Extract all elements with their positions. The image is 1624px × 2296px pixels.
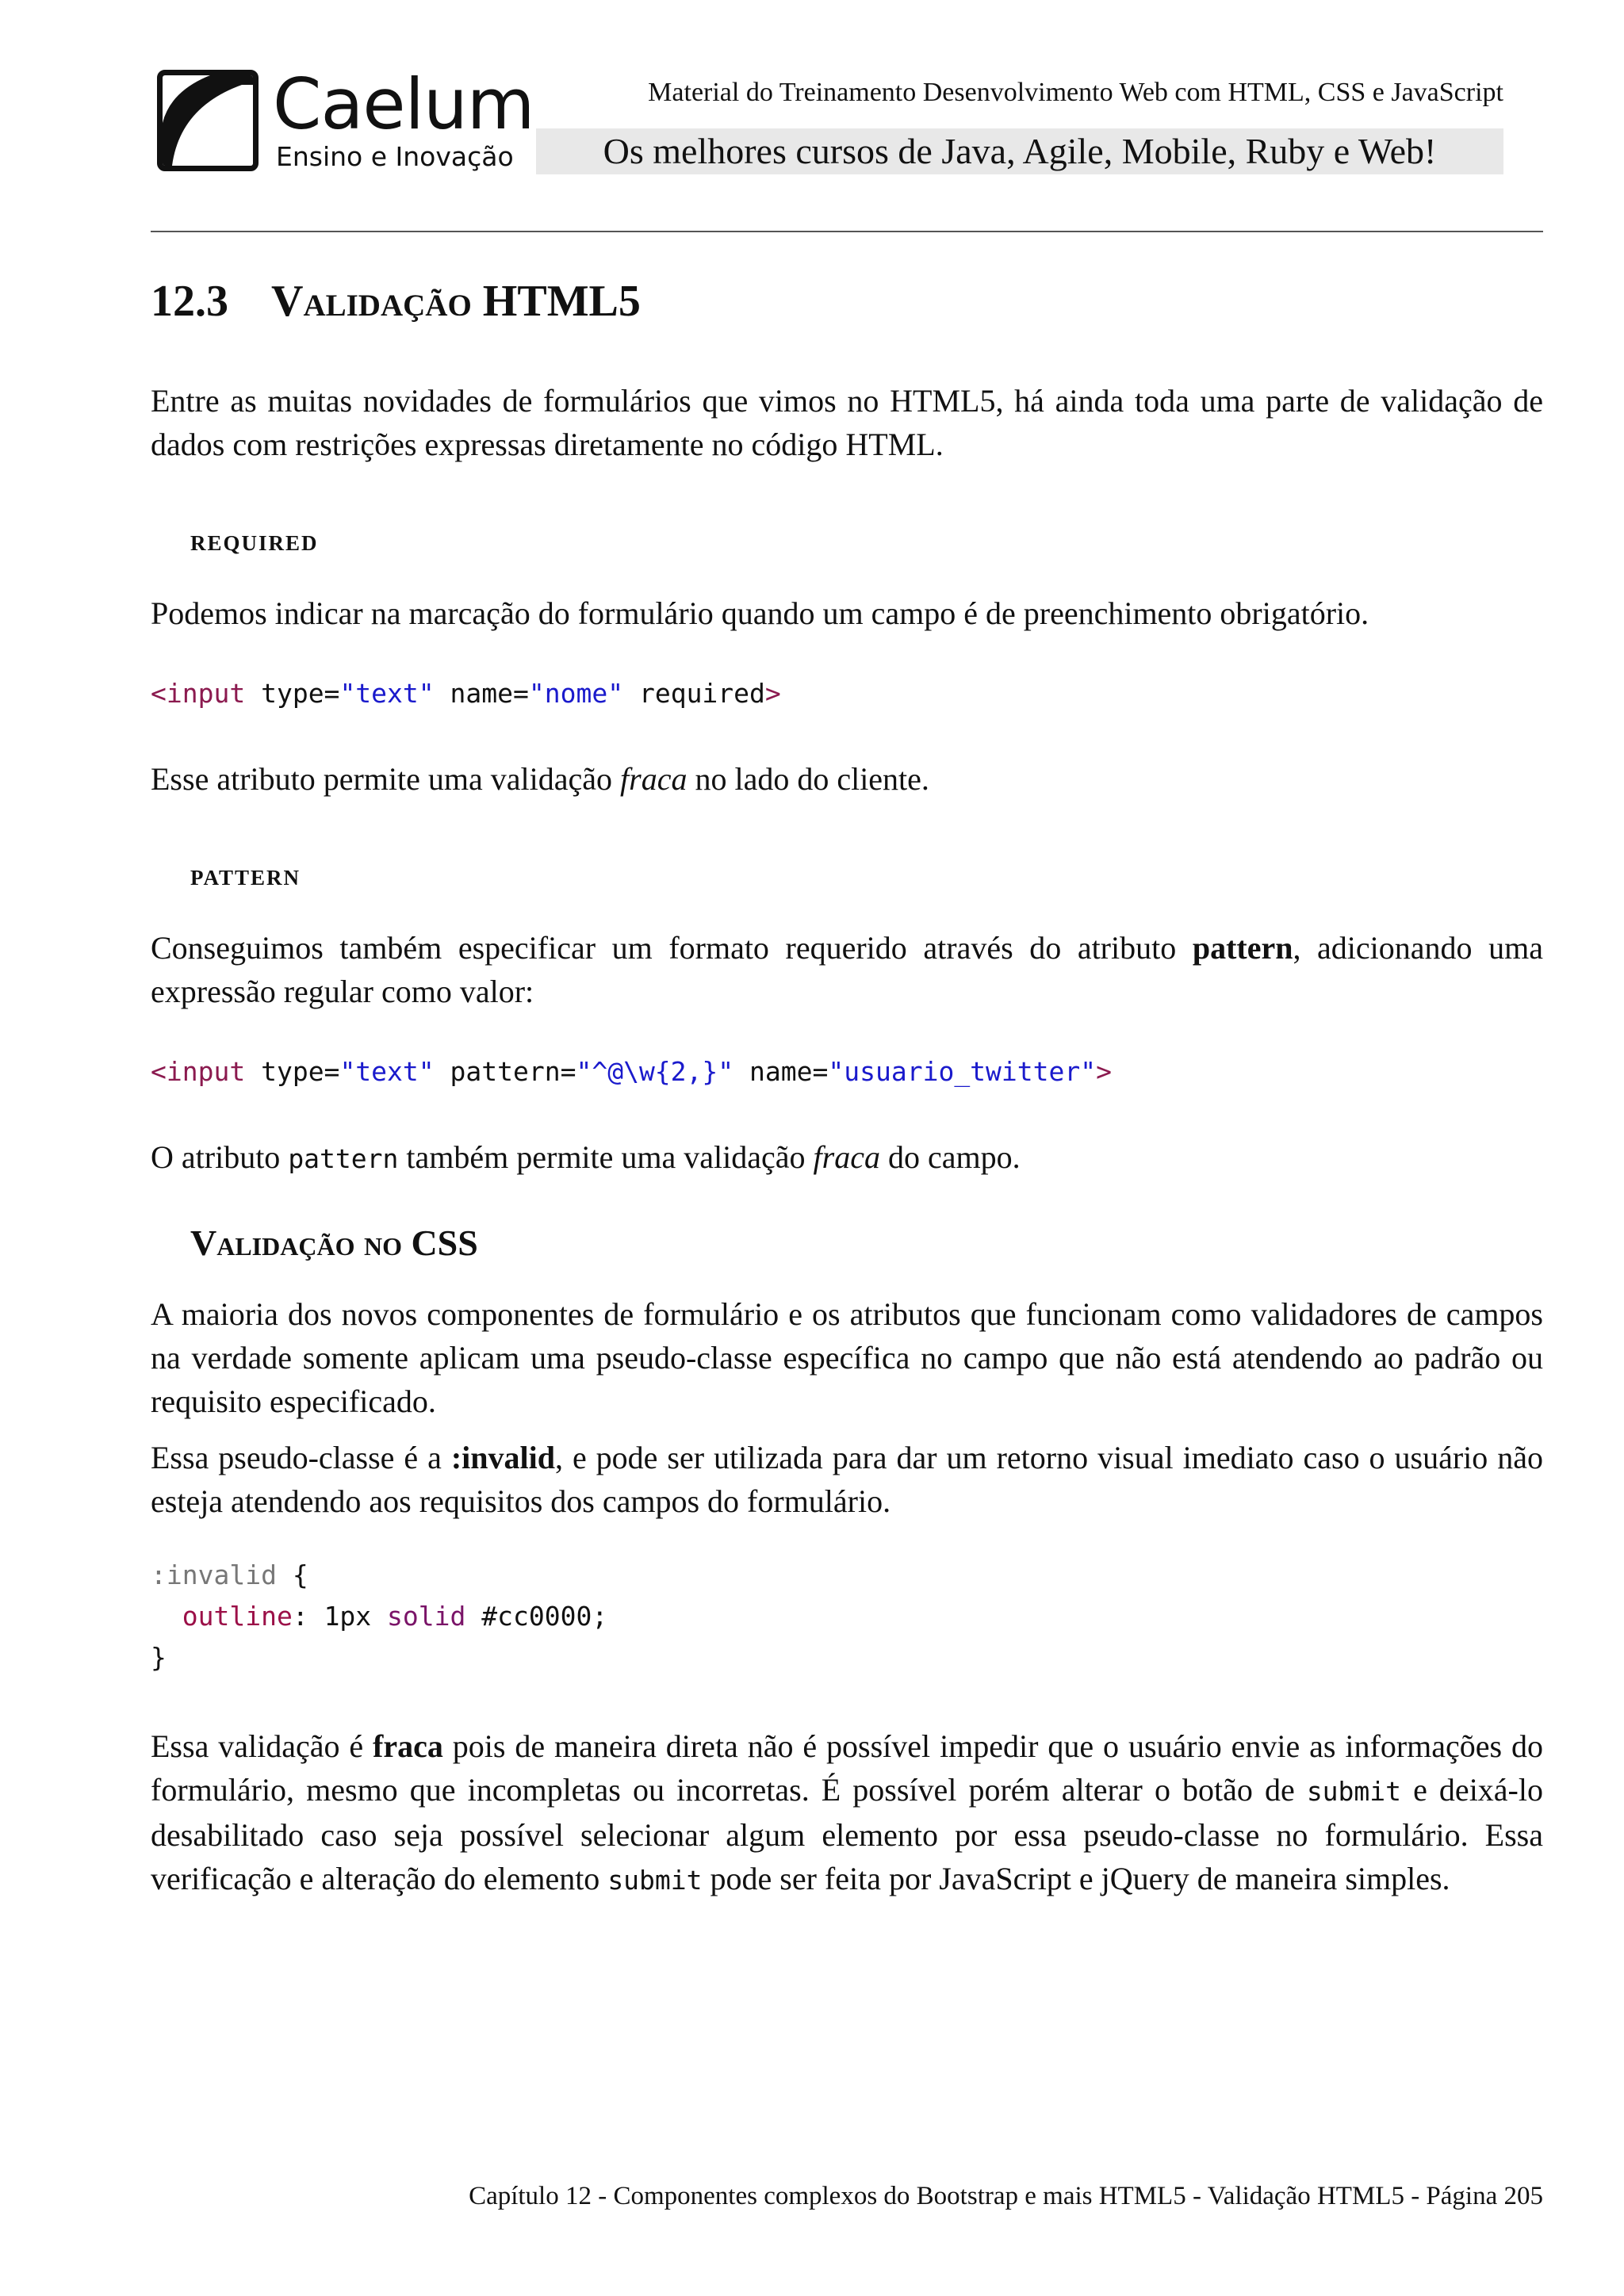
code-attr: pattern= [434,1056,576,1087]
text-run: e deixá-lo desabilitado caso seja possível selecionar algum elemento por essa pseudo-classe no formulário. Essa verificação e alteração do elemento [151,1772,1543,1896]
bold-term: pattern [1192,930,1293,966]
code-tag: <input [151,1056,246,1087]
css-paragraph-1: A maioria dos novos componentes de formulário e os atributos que funcionam como validadores de campos na verdade somente aplicam uma pseudo-classe específica no campo que não está atendendo ao padrão ou requisito especificado. [151,1296,1543,1419]
code-value: #cc0000; [465,1601,608,1632]
code-selector: :invalid [151,1559,277,1590]
code-string: "text" [339,678,435,709]
text-run: Essa pseudo-classe é a [151,1440,451,1475]
section-number: 12.3 [151,277,228,326]
section-title-text: Validação HTML5 [271,277,641,326]
logo-mark-icon [157,70,259,171]
subheading-pattern: pattern [190,859,301,892]
code-string: "^@\w{2,}" [576,1056,734,1087]
intro-paragraph: Entre as muitas novidades de formulários que vimos no HTML5, há ainda toda uma parte de validação de dados com restrições expressas diretamente no código HTML. [151,383,1543,462]
page-content [151,276,1543,1902]
required-paragraph: Podemos indicar na marcação do formulário quando um campo é de preenchimento obrigatório. [151,595,1369,631]
text-run: também permite uma validação [398,1139,814,1175]
page-footer: Capítulo 12 - Componentes complexos do Bootstrap e mais HTML5 - Validação HTML5 - Página 205 [469,2182,1543,2210]
code-attr: type= [245,678,340,709]
inline-code: submit [1306,1776,1402,1807]
text-run: , e pode ser utilizada para dar um retorno visual imediato caso o usuário não esteja atendendo aos requisitos dos campos do formulário. [151,1440,1543,1519]
pattern-paragraph [151,926,1543,1013]
text-run: pode ser feita por JavaScript e jQuery de maneira simples. [702,1861,1450,1896]
inline-code: pattern [288,1143,399,1174]
bold-term: fraca [373,1728,443,1764]
header-divider [151,231,1543,232]
header-subtitle: Material do Treinamento Desenvolvimento Web com HTML, CSS e JavaScript [648,78,1503,107]
svg-text:*: * [167,81,176,101]
code-block-pattern [151,1051,1543,1093]
pattern-note [151,1135,1543,1181]
code-tag: > [764,678,781,709]
code-attr: name= [733,1056,829,1087]
code-tag: > [1096,1056,1113,1087]
code-keyword: solid [387,1601,466,1632]
subheading-css-validation: Validação no CSS [190,1223,478,1263]
code-brace: { [276,1559,308,1590]
code-property: outline [182,1601,293,1632]
code-block-required [151,673,1543,714]
code-string: "text" [339,1056,435,1087]
code-attr: required [623,678,765,709]
text-run: no lado do cliente. [687,761,929,797]
code-attr: type= [245,1056,340,1087]
code-text: : 1px [292,1601,388,1632]
required-note [151,757,1543,801]
emphasis: fraca [813,1139,880,1175]
code-block-css [151,1555,1543,1678]
text-run: O atributo [151,1139,289,1175]
section-title [151,276,1543,327]
text-run: Conseguimos também especificar um formato requerido através do atributo [151,930,1193,966]
code-indent [151,1601,182,1632]
code-attr: name= [434,678,529,709]
css-paragraph-2 [151,1436,1543,1523]
text-run: , adicionando uma expressão regular como valor: [151,930,1544,1009]
code-tag: <input [151,678,246,709]
code-string: "nome" [528,678,624,709]
css-paragraph-3 [151,1724,1543,1902]
inline-code: submit [607,1865,703,1896]
caelum-logo [157,63,534,177]
text-run: do campo. [879,1139,1021,1175]
emphasis: fraca [620,761,688,797]
header-banner: Os melhores cursos de Java, Agile, Mobile, Ruby e Web! [536,128,1503,174]
code-brace: } [151,1642,167,1673]
text-run: pois de maneira direta não é possível impedir que o usuário envie as informações do formulário, mesmo que incompletas ou incorretas. É possível porém alterar o botão de [151,1728,1543,1808]
text-run: Esse atributo permite uma validação [151,761,621,797]
logo-tagline: Ensino e Inovação [276,141,514,172]
bold-term: :invalid [450,1440,555,1475]
subheading-required: required [190,524,319,557]
text-run: Essa validação é [151,1728,373,1764]
code-string: "usuario_twitter" [828,1056,1097,1087]
logo-name: Caelum [273,63,534,145]
